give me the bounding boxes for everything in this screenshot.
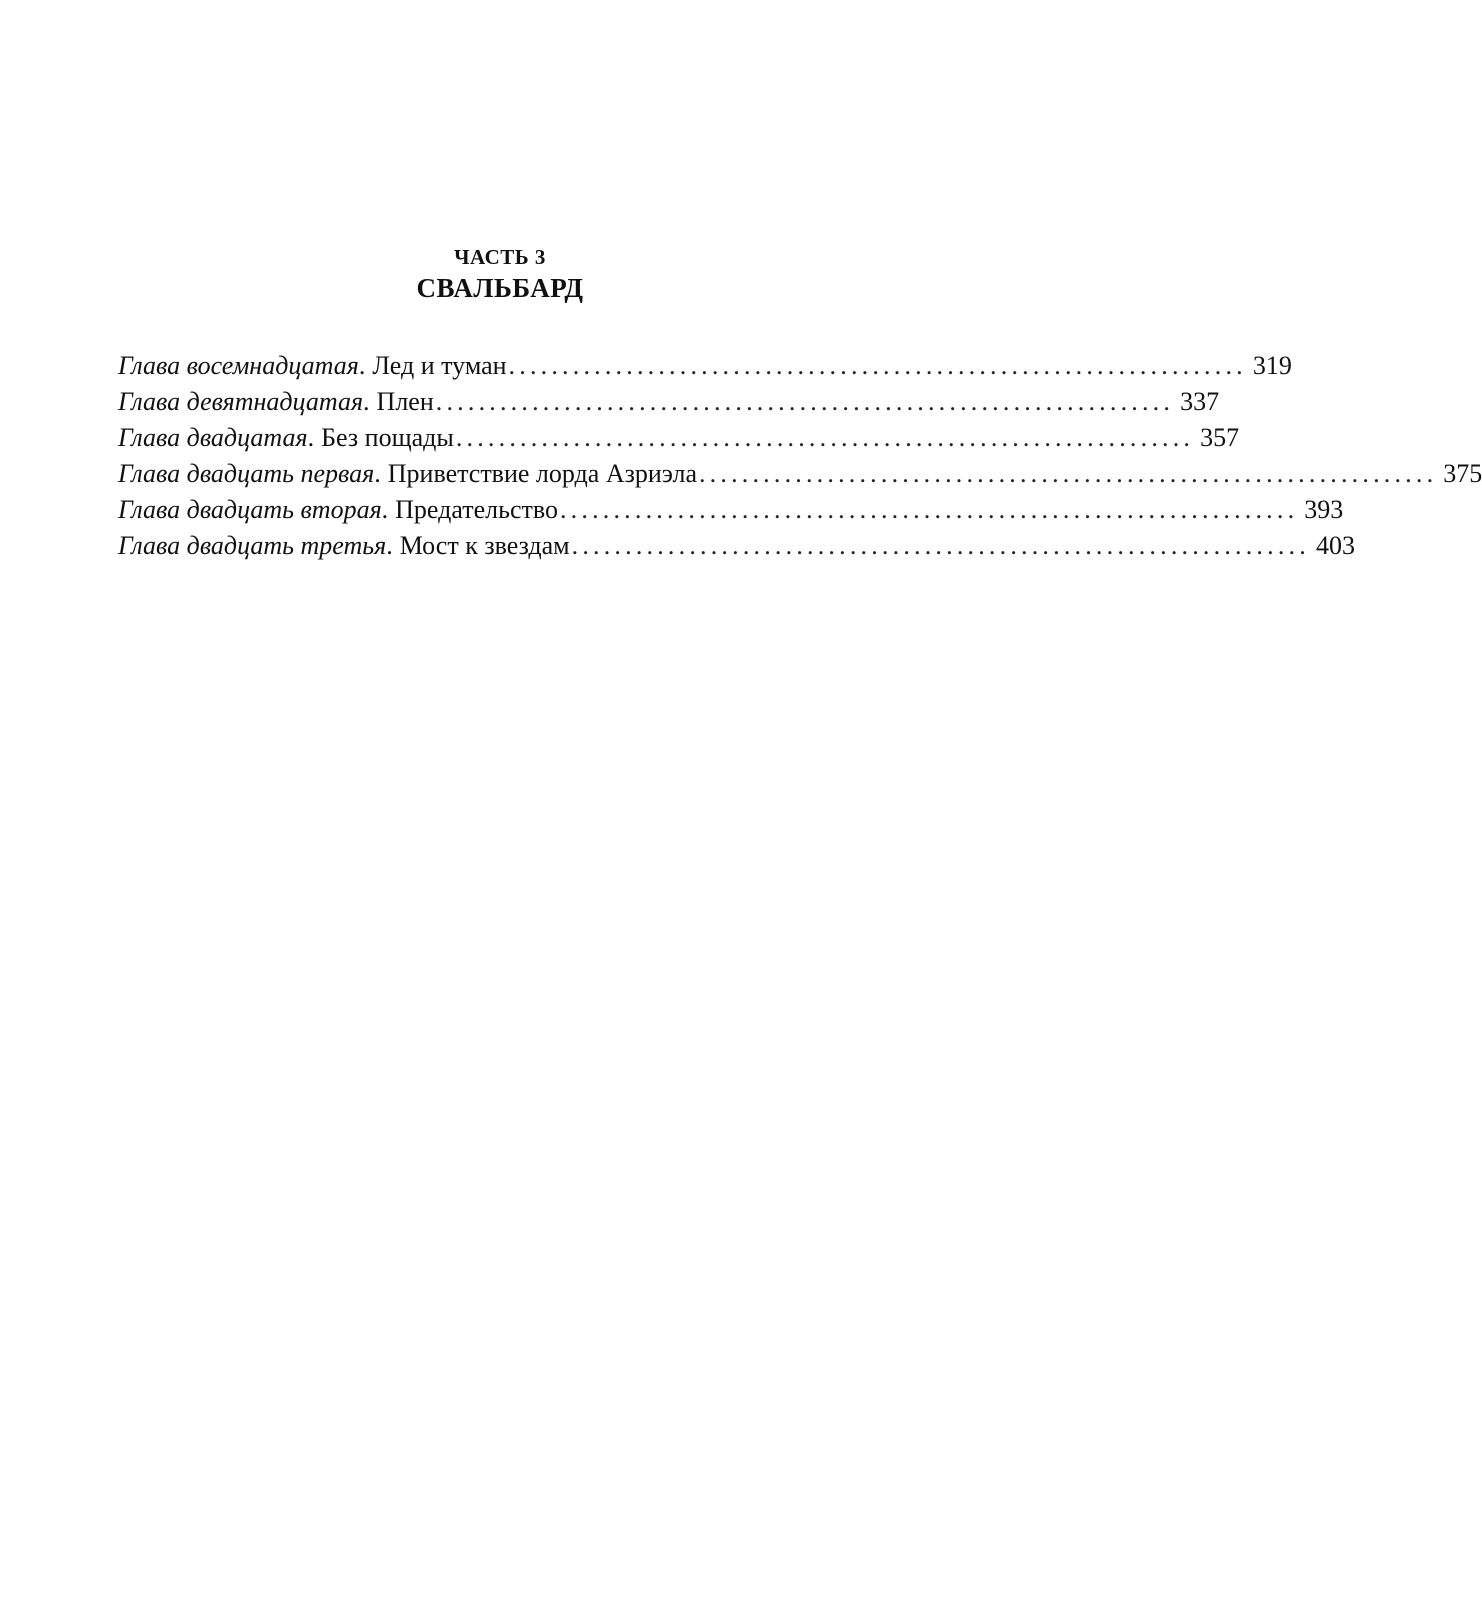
toc-dot-leader: ..................................................................... [508,351,1247,380]
toc-separator: . [363,387,370,416]
part-label: ЧАСТЬ 3 [454,245,546,269]
toc-separator: . [386,531,393,560]
toc-chapter-label: Глава двадцать вторая [118,495,382,524]
toc-page-number: 393 [1304,495,1344,524]
toc-chapter-title: Мост к звездам [399,531,570,560]
part-heading [0,244,1000,305]
table-of-contents [118,348,1482,564]
toc-separator: . [307,423,315,452]
toc-entry [118,492,1344,528]
toc-page-number: 319 [1252,351,1292,380]
toc-dot-leader: ..................................................................... [435,387,1175,416]
toc-chapter-label: Глава двадцать первая [118,459,375,488]
toc-separator: . [358,351,366,380]
toc-chapter-label: Глава двадцатая [118,423,308,452]
toc-page-number: 357 [1200,423,1240,452]
toc-entry [118,384,1220,420]
toc-chapter-title: Предательство [395,495,558,524]
toc-entry [118,420,1240,456]
toc-page-number: 403 [1315,531,1355,560]
toc-chapter-label: Глава двадцать третья [118,531,387,560]
toc-dot-leader: ..................................................................... [698,459,1438,488]
toc-chapter-label: Глава девятнадцатая [118,387,364,416]
toc-entry [118,456,1482,492]
toc-entry [118,528,1355,564]
toc-chapter-title: Лед и туман [372,351,507,380]
part-title: СВАЛЬБАРД [416,273,584,303]
toc-page-number: 337 [1180,387,1220,416]
toc-chapter-title: Плен [376,387,434,416]
toc-page-number: 375 [1443,459,1482,488]
toc-entry [118,348,1292,384]
toc-chapter-label: Глава восемнадцатая [118,351,359,380]
toc-dot-leader: ..................................................................... [571,531,1310,560]
toc-separator: . [381,495,389,524]
toc-chapter-title: Без пощады [321,423,454,452]
toc-separator: . [374,459,381,488]
toc-dot-leader: ..................................................................... [455,423,1195,452]
toc-dot-leader: ..................................................................... [559,495,1299,524]
toc-chapter-title: Приветствие лорда Азриэла [387,459,697,488]
